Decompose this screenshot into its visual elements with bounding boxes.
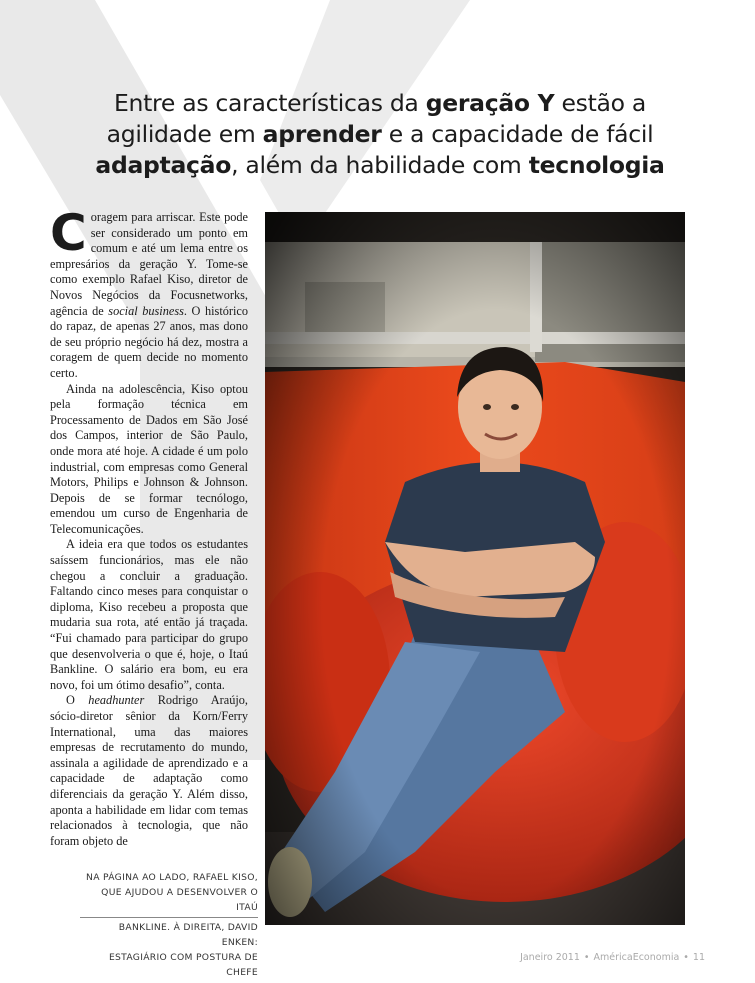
paragraph-text: . O histórico do rapaz, de apenas 27 anos, mas dono de seu próprio negócio há dez, mostra a coragem de quem decide no momento certo. xyxy=(50,303,248,380)
paragraph-text: Rodrigo Araújo, sócio-diretor sênior da Korn/Ferry International, uma das maiores empresas de recrutamento do mundo, assinala a agilidade de aprendizado e a capacidade de adaptação como diferenciais da geração Y. Além disso, aponta a habilidade em lidar com temas relacionados à tecnologia, que não foram objeto de xyxy=(50,693,248,848)
caption-line: BANKLINE. À DIREITA, DAVID ENKEN: xyxy=(80,917,258,950)
caption-line: ESTAGIÁRIO COM POSTURA DE CHEFE xyxy=(108,952,258,978)
paragraph: Ainda na adolescência, Kiso optou pela formação técnica em Processamento de Dados em São José dos Campos, interior de São Paulo, onde mora até hoje. A cidade é um polo industrial, com empresas como General Motors, Philips e Johnson & Johnson. Depois de se formar tecnólogo, emendou um curso de Engenharia de Telecomunicações. xyxy=(50,381,248,536)
portrait-photo xyxy=(265,212,685,925)
magazine-name: AméricaEconomia xyxy=(593,952,680,963)
paragraph-text: oragem para arriscar. Este pode ser considerado um ponto em comum e até um lema entre os empresários da geração Y. Tome-se como exemplo Rafael Kiso, diretor de Novos Negócios da Focusnetworks, agência de xyxy=(50,210,248,318)
separator: • xyxy=(583,952,590,963)
paragraph-text: O xyxy=(66,693,89,708)
photo-illustration xyxy=(265,212,685,925)
paragraph xyxy=(50,537,248,693)
headline-text: , além da habilidade com xyxy=(231,151,529,179)
headline-text: Entre as características da xyxy=(113,89,426,117)
separator: • xyxy=(683,952,689,963)
paragraph-text: A ideia era que todos os estudantes saíssem funcionários, mas ele não chegou a concluir a graduação. Faltando cinco meses para conquistar o diploma, Kiso recebeu a proposta que mudaria sua rota, até então já traçada. “Fui chamado para participar do grupo que desenvolveria o que é, hoje, o Itaú Bankline. O salário era bom, eu era novo, foi um ótimo desafio”, conta. xyxy=(50,537,248,692)
paragraph-emphasis: headhunter xyxy=(88,693,145,708)
caption-line: NA PÁGINA AO LADO, RAFAEL KISO, xyxy=(86,872,258,883)
headline-keyword: tecnologia xyxy=(528,151,665,179)
article-body xyxy=(50,204,248,849)
page-footer xyxy=(518,952,707,963)
page-number: 11 xyxy=(692,952,705,963)
headline-text: e a capacidade de fácil xyxy=(381,120,654,148)
drop-cap: C xyxy=(50,204,87,262)
paragraph-emphasis: social business xyxy=(108,303,184,318)
paragraph xyxy=(50,204,248,382)
headline-keyword: adaptação xyxy=(95,151,232,179)
paragraph xyxy=(50,693,248,849)
headline-keyword: geração Y xyxy=(425,89,555,117)
headline-keyword: aprender xyxy=(262,120,382,148)
headline xyxy=(70,88,690,181)
issue-date: Janeiro 2011 xyxy=(520,952,580,963)
headline-text: estão a agilidade em xyxy=(106,89,646,148)
caption-line: QUE AJUDOU A DESENVOLVER O ITAÚ xyxy=(101,887,258,913)
photo-caption xyxy=(80,870,258,980)
